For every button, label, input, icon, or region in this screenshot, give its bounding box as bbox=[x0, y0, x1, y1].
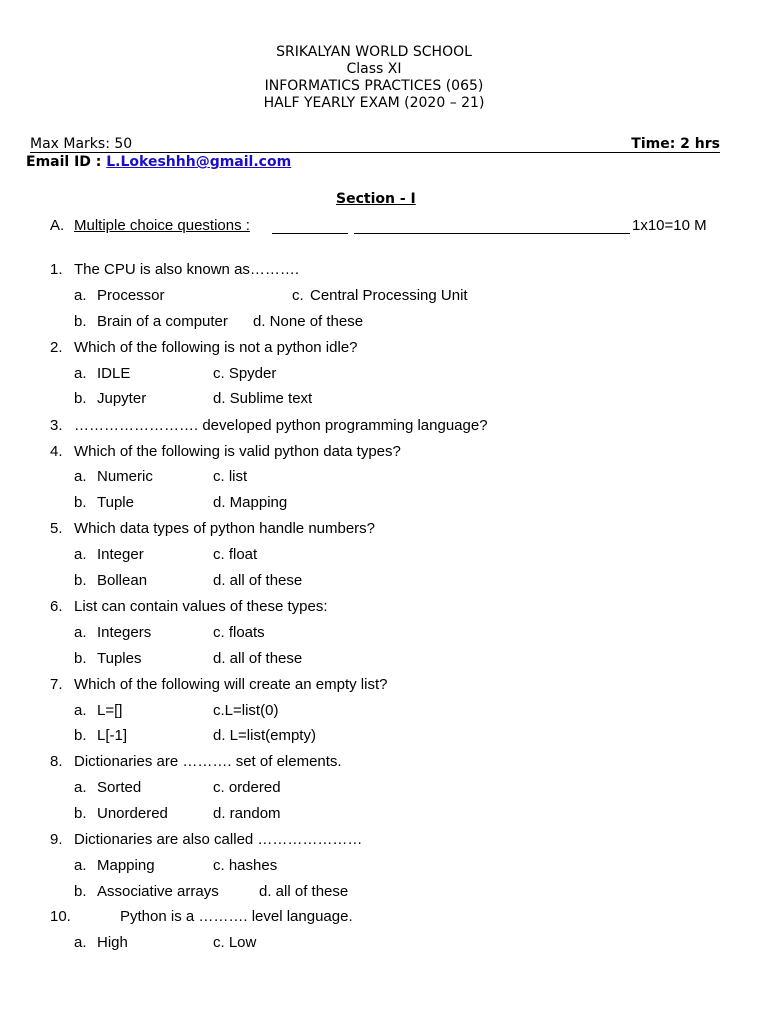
school-name: SRIKALYAN WORLD SCHOOL bbox=[276, 44, 472, 60]
option-letter: b. bbox=[74, 883, 87, 900]
section-a-marks: 1x10=10 M bbox=[632, 217, 707, 234]
section-a-underline-2 bbox=[354, 233, 630, 234]
exam-title: HALF YEARLY EXAM (2020 – 21) bbox=[263, 95, 485, 111]
option-letter: a. bbox=[74, 857, 87, 874]
option-text: d. Mapping bbox=[213, 494, 288, 511]
question-text: Which data types of python handle numbers? bbox=[74, 520, 376, 537]
section-title: Section - I bbox=[336, 191, 416, 207]
option-text: Unordered bbox=[97, 805, 168, 822]
option-text: High bbox=[97, 934, 128, 951]
option-text: Tuples bbox=[97, 650, 142, 667]
section-a-letter: A. bbox=[50, 217, 65, 234]
option-text: Central Processing Unit bbox=[310, 287, 468, 304]
option-letter: a. bbox=[74, 779, 87, 796]
question-number: 1. bbox=[50, 261, 63, 278]
option-text: Processor bbox=[97, 287, 165, 304]
option-text: c.L=list(0) bbox=[213, 702, 279, 719]
section-a-title: Multiple choice questions : bbox=[74, 217, 250, 234]
option-letter: a. bbox=[74, 365, 87, 382]
question-number: 9. bbox=[50, 831, 63, 848]
question-number: 8. bbox=[50, 753, 63, 770]
question-text: ……………………. developed python programming language? bbox=[74, 417, 488, 434]
question-number: 2. bbox=[50, 339, 63, 356]
option-text: d. all of these bbox=[213, 572, 303, 589]
question-text: The CPU is also known as………. bbox=[74, 261, 300, 278]
question-text: Which of the following will create an empty list? bbox=[74, 676, 388, 693]
option-text: c. ordered bbox=[213, 779, 281, 796]
section-a-underline-1 bbox=[272, 233, 348, 234]
question-text: Which of the following is valid python data types? bbox=[74, 443, 401, 460]
option-letter: c. bbox=[292, 287, 304, 304]
option-text: Associative arrays bbox=[97, 883, 219, 900]
option-letter: b. bbox=[74, 572, 87, 589]
option-text: Mapping bbox=[97, 857, 155, 874]
option-letter: a. bbox=[74, 624, 87, 641]
class-label: Class XI bbox=[346, 61, 402, 77]
option-text: Tuple bbox=[97, 494, 134, 511]
option-letter: a. bbox=[74, 468, 87, 485]
option-text: c. float bbox=[213, 546, 258, 563]
option-text: IDLE bbox=[97, 365, 131, 382]
option-text: c. list bbox=[213, 468, 248, 485]
option-text: Numeric bbox=[97, 468, 153, 485]
question-number: 7. bbox=[50, 676, 63, 693]
option-text: Integer bbox=[97, 546, 144, 563]
option-letter: a. bbox=[74, 546, 87, 563]
option-text: d. all of these bbox=[213, 650, 303, 667]
question-number: 4. bbox=[50, 443, 63, 460]
option-letter: b. bbox=[74, 390, 87, 407]
question-number: 6. bbox=[50, 598, 63, 615]
option-text: d. random bbox=[213, 805, 281, 822]
option-text: d. None of these bbox=[253, 313, 364, 330]
option-text: d. L=list(empty) bbox=[213, 727, 316, 744]
option-text: Integers bbox=[97, 624, 152, 641]
option-text: d. Sublime text bbox=[213, 390, 313, 407]
email-link[interactable]: L.Lokeshhh@gmail.com bbox=[106, 154, 292, 170]
option-text: Jupyter bbox=[97, 390, 147, 407]
option-letter: b. bbox=[74, 805, 87, 822]
exam-time: Time: 2 hrs bbox=[631, 136, 720, 152]
question-text: Python is a ………. level language. bbox=[120, 908, 353, 925]
option-text: Brain of a computer bbox=[97, 313, 228, 330]
option-letter: b. bbox=[74, 650, 87, 667]
question-number: 5. bbox=[50, 520, 63, 537]
question-text: Dictionaries are ………. set of elements. bbox=[74, 753, 342, 770]
option-text: c. hashes bbox=[213, 857, 278, 874]
question-text: List can contain values of these types: bbox=[74, 598, 328, 615]
option-letter: b. bbox=[74, 727, 87, 744]
option-text: c. floats bbox=[213, 624, 265, 641]
question-text: Dictionaries are also called ………………… bbox=[74, 831, 363, 848]
option-letter: a. bbox=[74, 702, 87, 719]
header-divider bbox=[30, 152, 720, 153]
email-row bbox=[26, 154, 291, 170]
option-text: Sorted bbox=[97, 779, 142, 796]
option-letter: b. bbox=[74, 494, 87, 511]
question-text: Which of the following is not a python idle? bbox=[74, 339, 358, 356]
option-letter: a. bbox=[74, 934, 87, 951]
question-number: 10. bbox=[50, 908, 71, 925]
option-text: L[-1] bbox=[97, 727, 128, 744]
option-text: Bollean bbox=[97, 572, 148, 589]
option-letter: b. bbox=[74, 313, 87, 330]
option-text: d. all of these bbox=[259, 883, 349, 900]
max-marks: Max Marks: 50 bbox=[30, 136, 133, 152]
email-label: Email ID : bbox=[26, 154, 107, 170]
option-text: L=[] bbox=[97, 702, 123, 719]
option-letter: a. bbox=[74, 287, 87, 304]
option-text: c. Low bbox=[213, 934, 257, 951]
subject-label: INFORMATICS PRACTICES (065) bbox=[264, 78, 484, 94]
question-number: 3. bbox=[50, 417, 63, 434]
option-text: c. Spyder bbox=[213, 365, 277, 382]
